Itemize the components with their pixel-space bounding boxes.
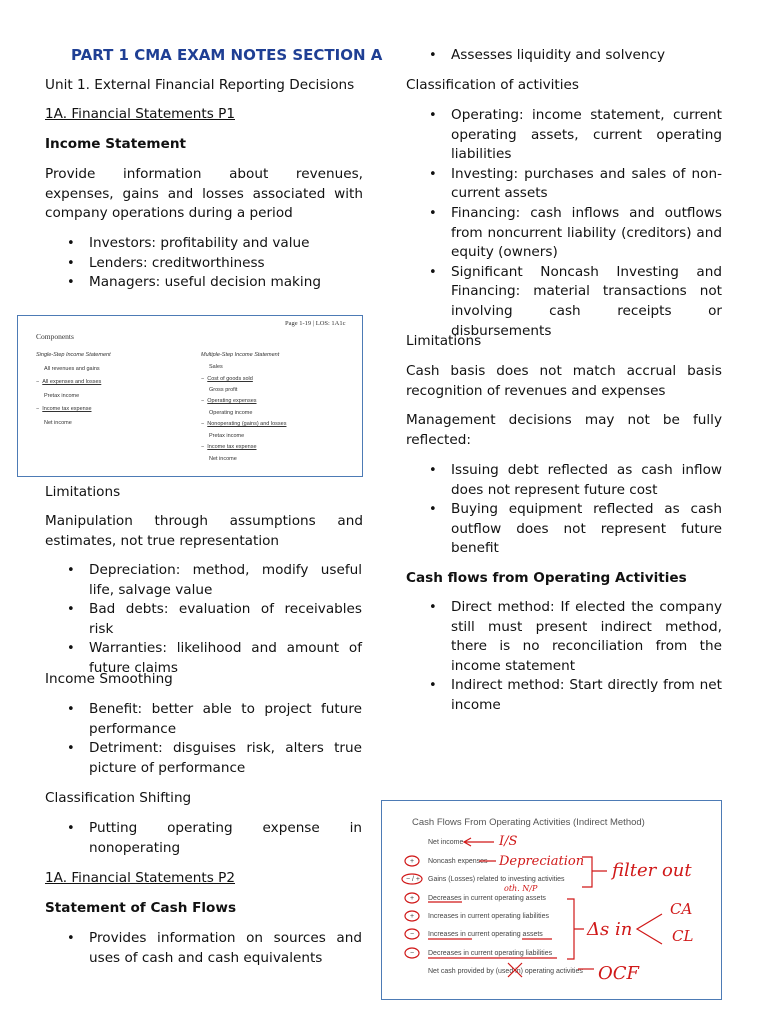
unit-heading: Unit 1. External Financial Reporting Decisions (45, 77, 355, 93)
list-item: • Significant Noncash Investing and Financing: material transactions not involving cash receipts or disbursements (406, 263, 722, 341)
income-smoothing-list (44, 700, 362, 778)
list-item: • Warranties: likelihood and amount of future claims (44, 639, 362, 678)
figure-sign: + (410, 895, 415, 902)
figure-sign: + (410, 858, 415, 865)
list-item: • Indirect method: Start directly from net income (406, 676, 722, 715)
single-step-title: Single-Step Income Statement (36, 352, 111, 358)
indirect-method-figure (381, 800, 722, 1000)
manipulation-list (44, 561, 362, 679)
multi-step-title: Multiple-Step Income Statement (201, 352, 280, 358)
cash-basis-text: Cash basis does not match accrual basis recognition of revenues and expenses (406, 363, 722, 399)
circle-mark (405, 893, 419, 903)
note-cl: CL (672, 927, 694, 945)
cash-flows-purpose-list (406, 46, 722, 66)
list-item: • Detriment: disguises risk, alters true picture of performance (44, 739, 362, 778)
underline-mark (428, 902, 557, 958)
page-title: PART 1 CMA EXAM NOTES SECTION A (71, 46, 383, 64)
note-ocf: OCF (598, 963, 640, 984)
list-item: • Direct method: If elected the company still must present indirect method, there is no reconciliation from the income statement (406, 598, 722, 676)
circle-mark (405, 856, 419, 866)
arrow-mark (464, 838, 494, 846)
list-item: • Bad debts: evaluation of receivables risk (44, 600, 362, 639)
note-delta-in: Δs in (587, 919, 633, 940)
classification-shifting-label: Classification Shifting (45, 790, 192, 806)
list-item: • Provides information on sources and uses of cash and cash equivalents (44, 929, 362, 968)
figure-page-label: Page 1-19 | LOS: 1A1c (285, 320, 346, 327)
figure-sign: − / + (406, 876, 421, 883)
circle-mark (405, 929, 419, 939)
figure-line: Increases in current operating liabilities (428, 913, 550, 920)
limitations-label-left: Limitations (45, 484, 121, 500)
figure-line: Increases in current operating assets (428, 931, 543, 938)
management-decisions-text: Management decisions may not be fully reflected: (406, 412, 722, 448)
note-depreciation: Depreciation (499, 854, 585, 869)
classification-label: Classification of activities (406, 77, 579, 93)
classification-list (406, 106, 722, 341)
section-heading-fs-p2: 1A. Financial Statements P2 (45, 870, 235, 886)
section-heading-fs-p1: 1A. Financial Statements P1 (45, 106, 235, 122)
income-statement-users-list (44, 234, 362, 293)
figure-title: Cash Flows From Operating Activities (Indirect Method) (412, 817, 645, 828)
list-item: • Operating: income statement, current operating assets, current operating liabilities (406, 106, 722, 165)
circle-mark (405, 948, 419, 958)
multi-step-line: − Income tax expense (201, 444, 257, 450)
list-item: • Assesses liquidity and solvency (406, 46, 722, 66)
list-item: • Issuing debt reflected as cash inflow does not represent future cost (406, 461, 722, 500)
multi-step-line: Pretax income (209, 433, 245, 439)
limitations-label-right: Limitations (406, 333, 482, 349)
bracket-mark (567, 899, 584, 959)
list-item: • Benefit: better able to project future performance (44, 700, 362, 739)
figure-components-heading: Components (36, 332, 74, 341)
angle-mark (637, 914, 662, 944)
bracket-mark (582, 857, 607, 887)
note-ca: CA (670, 900, 693, 918)
classification-shifting-list (44, 819, 362, 858)
income-smoothing-label: Income Smoothing (45, 671, 173, 687)
note-filter-out: filter out (612, 860, 692, 881)
multi-step-line: Sales (209, 364, 223, 370)
figure-line: Gains (Losses) related to investing activities (428, 876, 565, 883)
list-item: • Managers: useful decision making (44, 273, 362, 293)
circle-mark (405, 911, 419, 921)
list-item: • Lenders: creditworthiness (44, 254, 362, 274)
multi-step-line: − Nonoperating (gains) and losses (201, 421, 287, 427)
list-item: • Depreciation: method, modify useful life, salvage value (44, 561, 362, 600)
multi-step-line: − Operating expenses (201, 398, 257, 404)
figure-line: Noncash expenses (428, 858, 488, 865)
cross-mark (508, 963, 522, 977)
list-item: • Putting operating expense in nonoperating (44, 819, 362, 858)
figure-sign: − (410, 931, 415, 938)
manipulation-text: Manipulation through assumptions and estimates, not true representation (45, 513, 363, 549)
list-item: • Investing: purchases and sales of non-current assets (406, 165, 722, 204)
figure-line: Net cash provided by (used in) operating activities (428, 968, 583, 975)
figure-line: Net income (428, 839, 464, 846)
income-statement-components-figure (17, 315, 363, 477)
single-step-line: Net income (44, 420, 72, 426)
figure-line: Decreases in current operating assets (428, 895, 546, 902)
figure-sign: + (410, 913, 415, 920)
single-step-line: Pretax income (44, 393, 80, 399)
circle-mark (402, 874, 422, 884)
figure-line: Decreases in current operating liabilities (428, 950, 553, 957)
multi-step-line: Operating income (209, 410, 253, 416)
list-item: • Investors: profitability and value (44, 234, 362, 254)
list-item: • Financing: cash inflows and outflows from noncurrent liability (creditors) and equity (owners) (406, 204, 722, 263)
figure-sign: − (410, 950, 415, 957)
cash-flows-list (44, 929, 362, 968)
cash-flows-heading: Statement of Cash Flows (45, 900, 237, 916)
multi-step-line: − Cost of goods sold (201, 376, 253, 382)
management-decisions-list (406, 461, 722, 559)
single-step-line: − All expenses and losses (36, 379, 102, 385)
list-item: • Buying equipment reflected as cash outflow does not represent future benefit (406, 500, 722, 559)
handwritten-annotations (382, 801, 723, 1001)
multi-step-line: Gross profit (209, 387, 238, 393)
note-is: I/S (499, 834, 518, 849)
single-step-line: − Income tax expense (36, 406, 92, 412)
operating-activities-heading: Cash flows from Operating Activities (406, 570, 687, 586)
multi-step-line: Net income (209, 456, 237, 462)
income-statement-heading: Income Statement (45, 136, 186, 152)
single-step-line: All revenues and gains (44, 366, 100, 372)
income-statement-description: Provide information about revenues, expenses, gains and losses associated with company operations during a period (45, 166, 363, 222)
operating-activities-list (406, 598, 722, 716)
note-ppe: oth. N/P (504, 884, 538, 893)
